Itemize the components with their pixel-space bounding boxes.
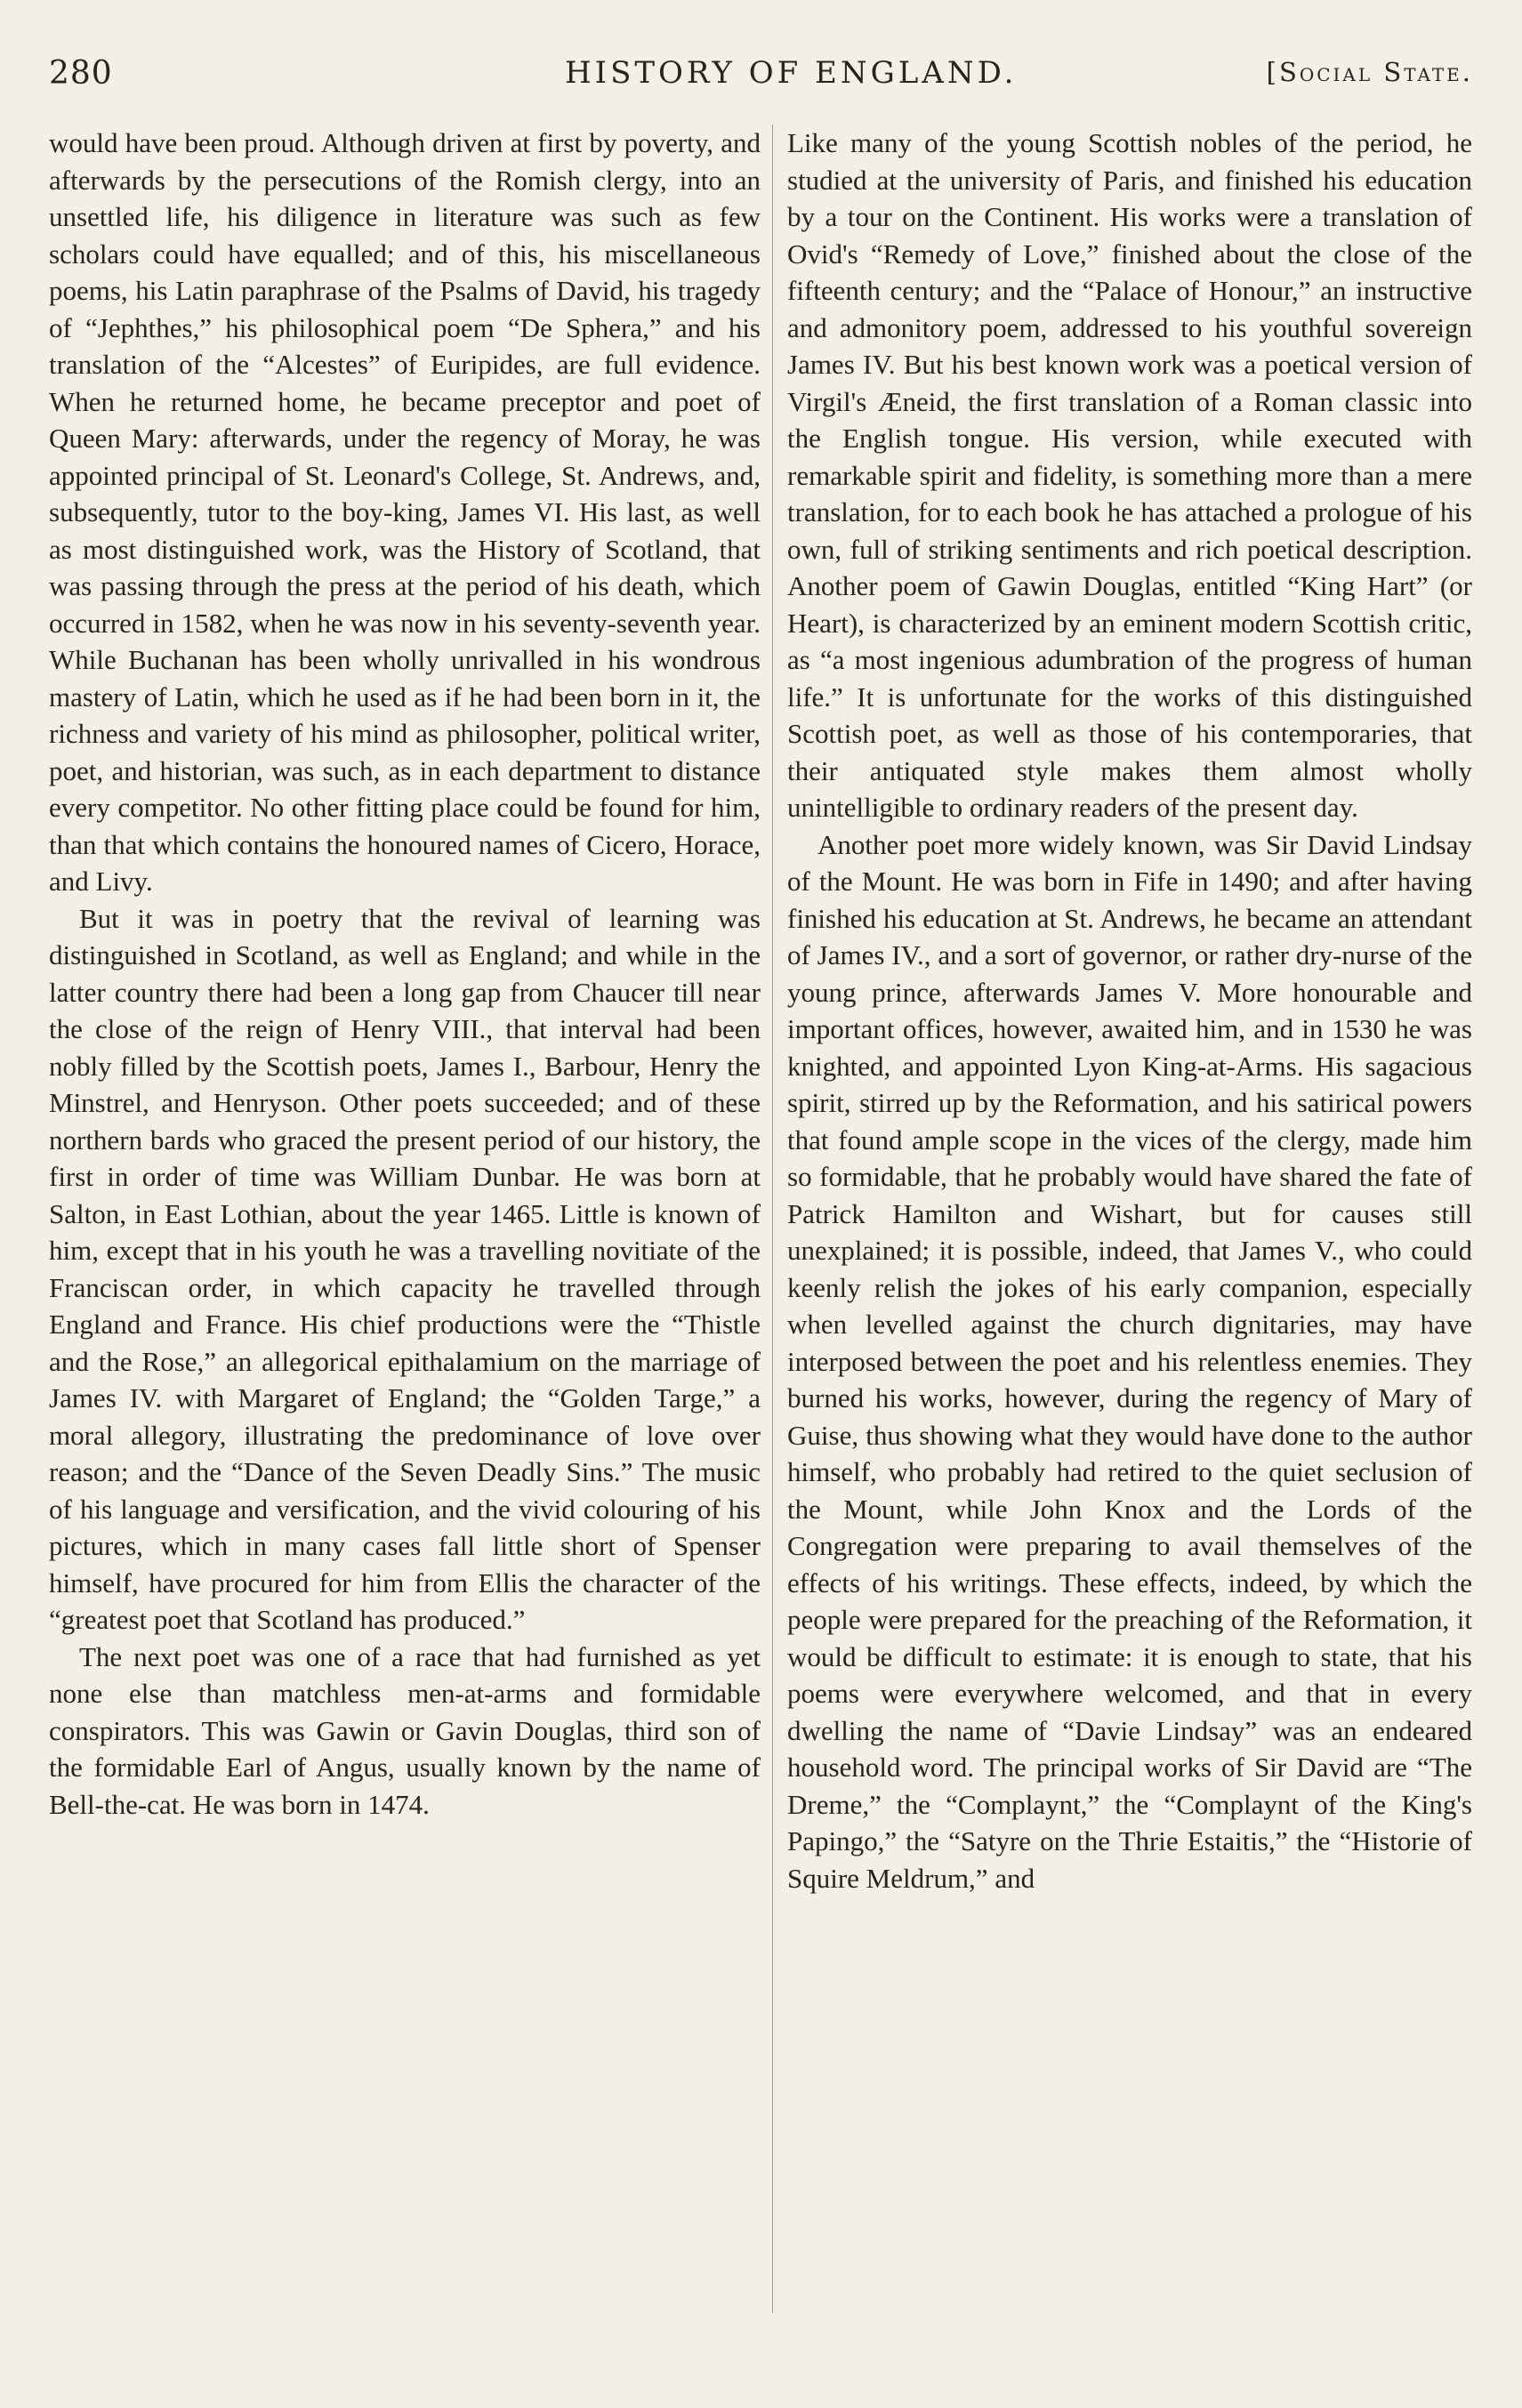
left-column bbox=[49, 125, 761, 1823]
right-paragraph-2: Another poet more widely known, was Sir David Lindsay of the Mount. He was born in Fife in 1490; and after having finished his education at St. Andrews, he became an attendant of James IV., and a sort of governor, or rather dry-nurse of the young prince, afterwards James V. More honourable and important offices, however, awaited him, and in 1530 he was knighted, and appointed Lyon King-at-Arms. His sagacious spirit, stirred up by the Reformation, and his satirical powers that found ample scope in the vices of the clergy, made him so formidable, that he probably would have shared the fate of Patrick Hamilton and Wishart, but for causes still unexplained; it is possible, indeed, that James V., who could keenly relish the jokes of his early companion, especially when levelled against the church dignitaries, may have interposed between the poet and his relentless enemies. They burned his works, however, during the regency of Mary of Guise, thus showing what they would have done to the author himself, who probably had retired to the quiet seclusion of the Mount, while John Knox and the Lords of the Congregation were preparing to avail themselves of the effects of his writings. These effects, indeed, by which the people were prepared for the preaching of the Reformation, it would be difficult to estimate: it is enough to state, that his poems were everywhere welcomed, and that in every dwelling the name of “Davie Lindsay” was an endeared household word. The principal works of Sir David are “The Dreme,” the “Complaynt,” the “Complaynt of the King's Papingo,” the “Satyre on the Thrie Estaitis,” the “Historie of Squire Meldrum,” and bbox=[787, 828, 1472, 1894]
left-paragraph-3: The next poet was one of a race that had furnished as yet none else than matchless men-at-arms and formidable conspirators. This was Gawin or Gavin Douglas, third son of the formidable Earl of Angus, usually known by the name of Bell-the-cat. He was born in 1474. bbox=[49, 1640, 761, 1820]
right-column bbox=[787, 125, 1472, 1897]
left-paragraph-1: would have been proud. Although driven at first by poverty, and afterwards by the persecutions of the Romish clergy, into an unsettled life, his diligence in literature was such as few scholars could have equalled; and of this, his miscellaneous poems, his Latin paraphrase of the Psalms of David, his tragedy of “Jephthes,” his philosophical poem “De Sphera,” and his translation of the “Alcestes” of Euripides, are full evidence. When he returned home, he became preceptor and poet of Queen Mary: afterwards, under the regency of Moray, he was appointed principal of St. Leonard's College, St. Andrews, and, subsequently, tutor to the boy-king, James VI. His last, as well as most distinguished work, was the History of Scotland, that was passing through the press at the period of his death, which occurred in 1582, when he was now in his seventy-seventh year. While Buchanan has been wholly unrivalled in his wondrous mastery of Latin, which he used as if he had been born in it, the richness and variety of his mind as philosopher, political writer, poet, and historian, was such, as in each department to distance every competitor. No other fitting place could be found for him, than that which contains the honoured names of Cicero, Horace, and Livy. bbox=[49, 127, 761, 897]
column-divider bbox=[772, 125, 773, 2313]
page-header bbox=[49, 55, 1473, 109]
running-title: HISTORY OF ENGLAND. bbox=[565, 55, 1018, 91]
running-section-label: [Social State. bbox=[1266, 57, 1473, 87]
left-paragraph-2: But it was in poetry that the revival of learning was distinguished in Scotland, as well as England; and while in the latter country there had been a long gap from Chaucer till near the close of the reign of Henry VIII., that interval had been nobly filled by the Scottish poets, James I., Barbour, Henry the Minstrel, and Henryson. Other poets succeeded; and of these northern bards who graced the present period of our history, the first in order of time was William Dunbar. He was born at Salton, in East Lothian, about the year 1465. Little is known of him, except that in his youth he was a travelling novitiate of the Franciscan order, in which capacity he travelled through England and France. His chief productions were the “Thistle and the Rose,” an allegorical epithalamium on the marriage of James IV. with Margaret of England; the “Golden Targe,” a moral allegory, illustrating the predominance of love over reason; and the “Dance of the Seven Deadly Sins.” The music of his language and versification, and the vivid colouring of his pictures, which in many cases fall little short of Spenser himself, have procured for him from Ellis the character of the “greatest poet that Scotland has produced.” bbox=[49, 902, 761, 1635]
page-number: 280 bbox=[49, 55, 113, 92]
right-paragraph-1: Like many of the young Scottish nobles of the period, he studied at the university of Paris, and finished his education by a tour on the Continent. His works were a translation of Ovid's “Remedy of Love,” finished about the close of the fifteenth century; and the “Palace of Honour,” an instructive and admonitory poem, addressed to his youthful sovereign James IV. But his best known work was a poetical version of Virgil's Æneid, the first translation of a Roman classic into the English tongue. His version, while executed with remarkable spirit and fidelity, is something more than a mere translation, for to each book he has attached a prologue of his own, full of striking sentiments and rich poetical description. Another poem of Gawin Douglas, entitled “King Hart” (or Heart), is characterized by an eminent modern Scottish critic, as “a most ingenious adumbration of the progress of human life.” It is unfortunate for the works of this distinguished Scottish poet, as well as those of his contemporaries, that their antiquated style makes them almost wholly unintelligible to ordinary readers of the present day. bbox=[787, 127, 1472, 823]
